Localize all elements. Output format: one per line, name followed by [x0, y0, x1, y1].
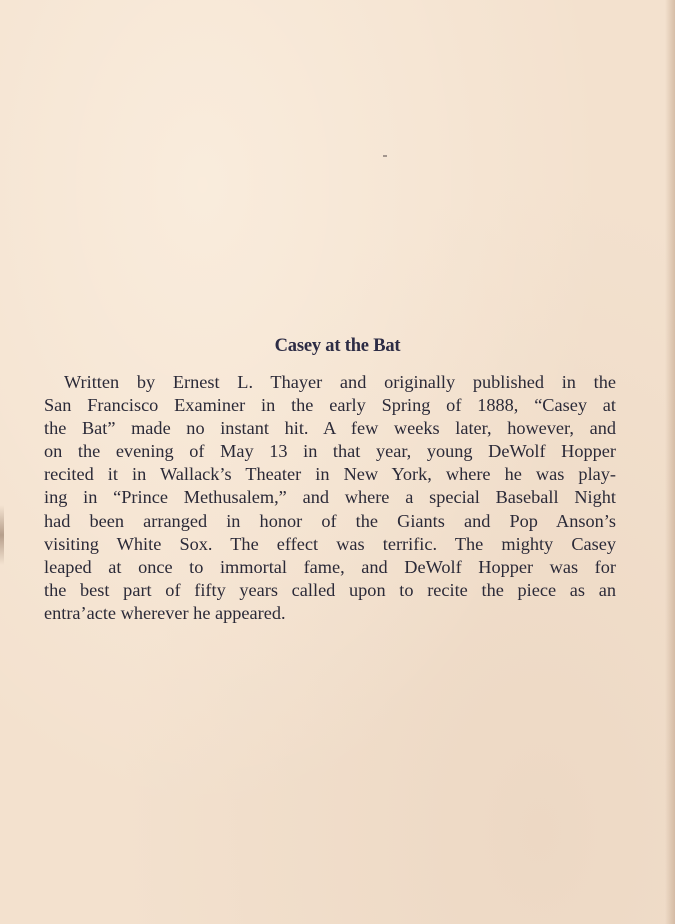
binding-mark	[0, 505, 4, 565]
page-edge-shadow	[665, 0, 675, 924]
paragraph-line: recited it in Wallack’s Theater in New York, where he was play-	[44, 464, 616, 485]
paragraph-line: San Francisco Examiner in the early Spring of 1888, “Casey at	[44, 395, 616, 416]
paragraph-line: had been arranged in honor of the Giants and Pop Anson’s	[44, 510, 616, 531]
paragraph-line: leaped at once to immortal fame, and DeWolf Hopper was for	[44, 556, 616, 577]
paper-speck	[383, 155, 387, 157]
paragraph-line: entra’acte wherever he appeared.	[44, 602, 286, 623]
body-paragraph	[44, 371, 616, 625]
paragraph-line: the Bat” made no instant hit. A few weeks later, however, and	[44, 418, 616, 439]
page-title: Casey at the Bat	[274, 336, 401, 356]
paragraph-line: visiting White Sox. The effect was terrific. The mighty Casey	[44, 533, 616, 554]
paragraph-line: Written by Ernest L. Thayer and originally published in the	[64, 372, 616, 392]
paragraph-line: the best part of fifty years called upon to recite the piece as an	[44, 579, 616, 600]
paragraph-line: on the evening of May 13 in that year, young DeWolf Hopper	[44, 441, 616, 462]
paragraph-line: ing in “Prince Methusalem,” and where a special Baseball Night	[44, 487, 616, 508]
